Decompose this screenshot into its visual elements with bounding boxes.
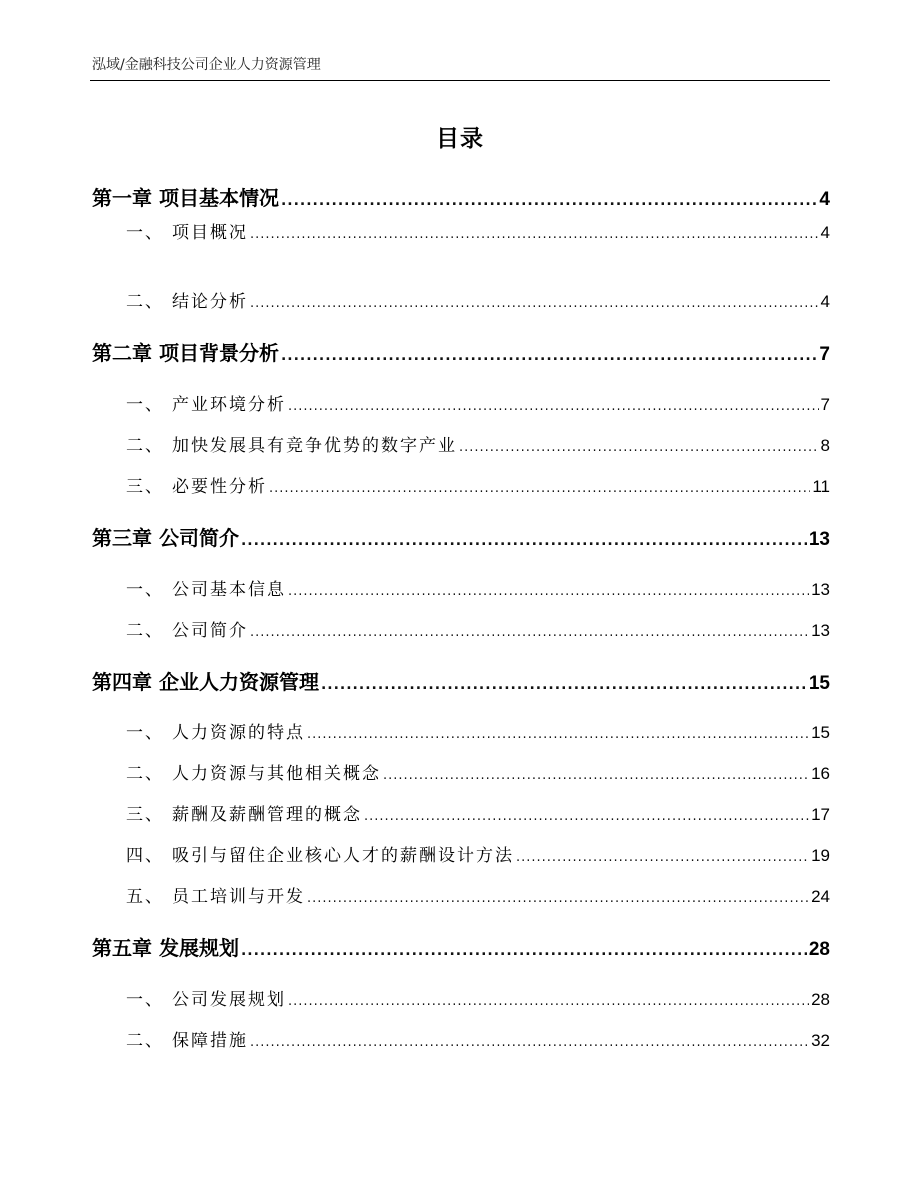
toc-section-title: 结论分析 [172,292,248,312]
toc-section-number: 二、 [126,621,164,641]
toc-section-number: 一、 [126,395,164,415]
toc-section-title: 公司发展规划 [172,990,286,1010]
toc-page-number: 8 [820,436,830,455]
toc-section-number: 三、 [126,477,164,497]
toc-leader-dots [281,348,817,364]
toc-section-number: 四、 [126,846,164,866]
toc-leader-dots [459,440,819,455]
toc-section-number: 二、 [126,436,164,456]
toc-page-number: 11 [812,477,830,496]
toc-page-number: 13 [808,529,830,550]
toc-leader-dots [250,625,809,640]
toc-section-3-1[interactable] [92,575,830,600]
toc-page-number: 7 [820,395,830,414]
toc-section-number: 五、 [126,887,164,907]
toc-chapter-1[interactable] [92,182,830,211]
toc-section-4-1[interactable] [92,718,830,743]
toc-section-number: 一、 [126,580,164,600]
toc-page-number: 28 [808,939,830,960]
toc-page-number: 19 [811,846,830,865]
page-title: 目录 [436,126,484,152]
toc-page-number: 15 [811,723,830,742]
toc-section-title: 项目概况 [172,223,248,243]
toc-leader-dots [288,584,809,599]
toc-section-title: 产业环境分析 [172,395,286,415]
toc-page-number: 16 [811,764,830,783]
toc-page-number: 28 [811,990,830,1009]
toc-chapter-title: 第四章 企业人力资源管理 [92,670,319,694]
toc-section-5-1[interactable] [92,985,830,1010]
toc-section-title: 公司基本信息 [172,580,286,600]
toc-section-5-2[interactable] [92,1026,830,1051]
toc-section-4-4[interactable] [92,841,830,866]
toc-section-4-3[interactable] [92,800,830,825]
toc-section-2-3[interactable] [92,472,830,497]
toc-chapter-5[interactable] [92,932,830,961]
table-of-contents [92,0,830,1191]
toc-section-3-2[interactable] [92,616,830,641]
toc-leader-dots [307,891,809,906]
toc-page-number: 13 [811,621,830,640]
toc-leader-dots [250,1035,809,1050]
toc-page-number: 17 [811,805,830,824]
toc-leader-dots [241,943,807,959]
toc-section-number: 二、 [126,764,164,784]
toc-chapter-4[interactable] [92,666,830,695]
toc-section-number: 二、 [126,1031,164,1051]
toc-page-number: 24 [811,887,830,906]
toc-section-title: 人力资源与其他相关概念 [172,764,381,784]
toc-section-title: 薪酬及薪酬管理的概念 [172,805,362,825]
toc-page-number: 7 [819,344,830,365]
toc-section-title: 加快发展具有竞争优势的数字产业 [172,436,457,456]
toc-section-4-5[interactable] [92,882,830,907]
toc-chapter-title: 第五章 发展规划 [92,936,239,960]
toc-section-number: 三、 [126,805,164,825]
toc-leader-dots [281,193,817,209]
toc-leader-dots [321,677,807,693]
toc-leader-dots [269,481,810,496]
toc-section-2-2[interactable] [92,431,830,456]
toc-page-number: 13 [811,580,830,599]
toc-section-number: 二、 [126,292,164,312]
toc-leader-dots [288,399,819,414]
toc-section-title: 员工培训与开发 [172,887,305,907]
toc-section-number: 一、 [126,990,164,1010]
toc-leader-dots [241,533,807,549]
toc-leader-dots [307,727,809,742]
toc-chapter-3[interactable] [92,522,830,551]
toc-leader-dots [250,296,819,311]
toc-chapter-title: 第三章 公司简介 [92,526,239,550]
toc-section-title: 必要性分析 [172,477,267,497]
toc-leader-dots [364,809,809,824]
running-header: 泓域/金融科技公司企业人力资源管理 [92,57,321,73]
toc-chapter-title: 第一章 项目基本情况 [92,186,279,210]
toc-section-title: 人力资源的特点 [172,723,305,743]
toc-section-1-1[interactable] [92,218,830,243]
toc-leader-dots [250,227,819,242]
toc-page-number: 4 [820,223,830,242]
toc-section-1-2[interactable] [92,287,830,312]
toc-section-title: 吸引与留住企业核心人才的薪酬设计方法 [172,846,514,866]
toc-section-number: 一、 [126,723,164,743]
toc-leader-dots [516,850,809,865]
toc-leader-dots [383,768,809,783]
toc-section-number: 一、 [126,223,164,243]
toc-section-title: 公司简介 [172,621,248,641]
toc-page-number: 15 [808,673,830,694]
toc-chapter-title: 第二章 项目背景分析 [92,341,279,365]
toc-page-number: 32 [811,1031,830,1050]
toc-page-number: 4 [820,292,830,311]
toc-section-2-1[interactable] [92,390,830,415]
toc-section-4-2[interactable] [92,759,830,784]
toc-page-number: 4 [819,189,830,210]
toc-leader-dots [288,994,809,1009]
toc-section-title: 保障措施 [172,1031,248,1051]
toc-chapter-2[interactable] [92,337,830,366]
